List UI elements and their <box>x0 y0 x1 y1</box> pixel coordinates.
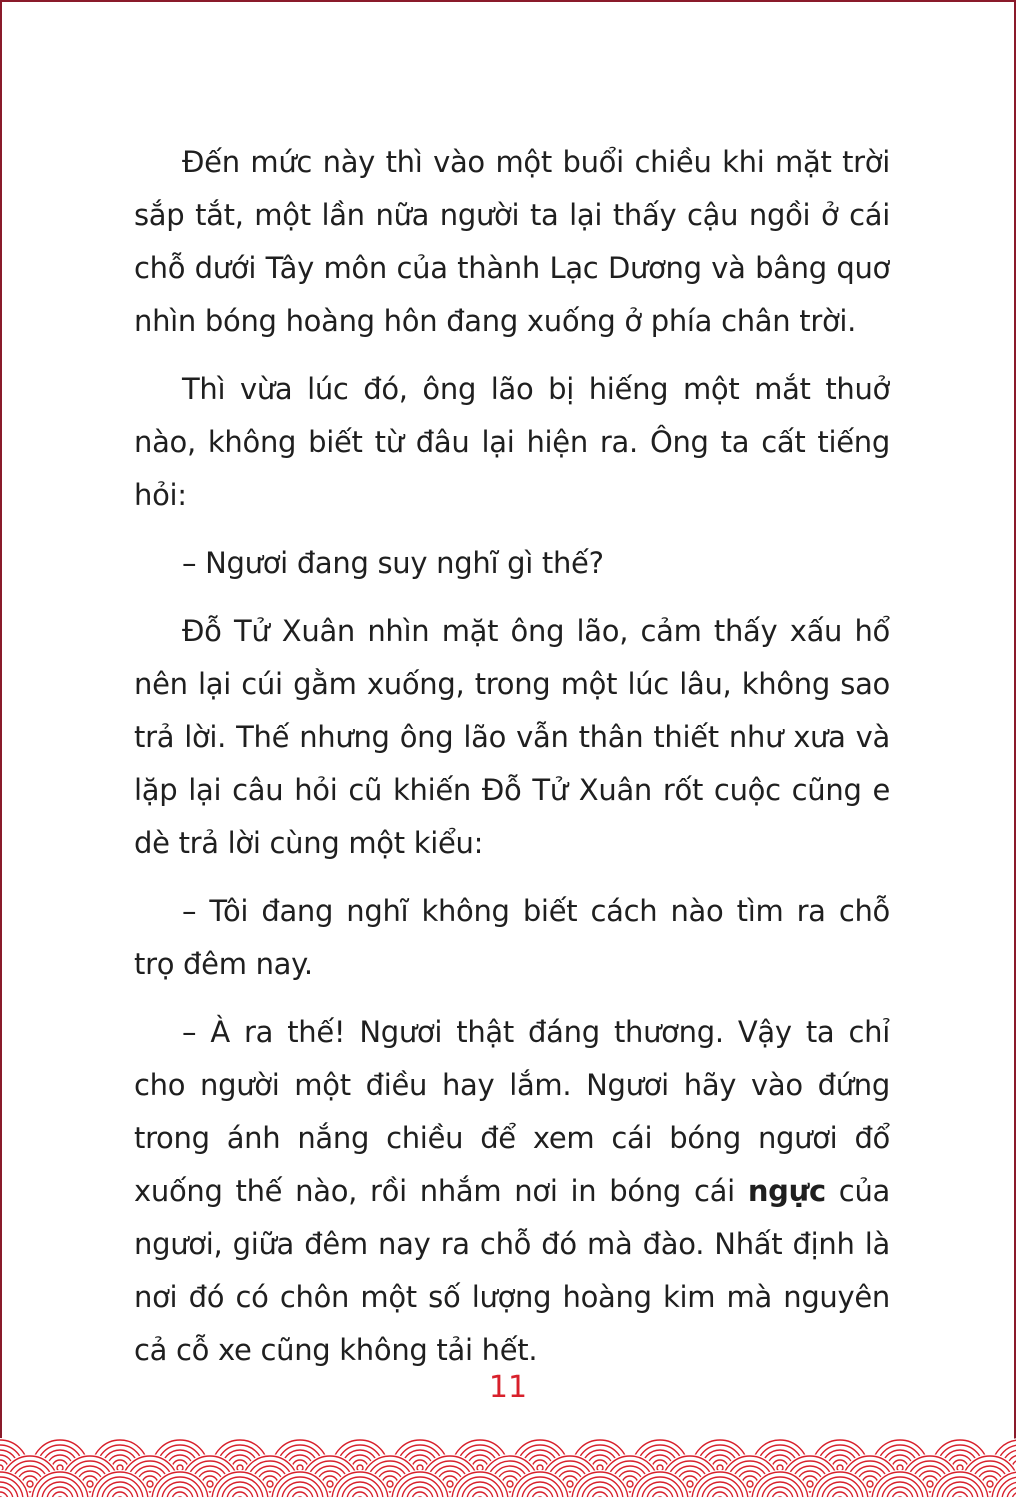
body-text <box>134 136 890 1392</box>
wave-pattern-decoration <box>0 1432 1016 1497</box>
paragraph: Đến mức này thì vào một buổi chiều khi mặt trời sắp tắt, một lần nữa người ta lại thấy cậu ngồi ở cái chỗ dưới Tây môn của thành Lạc Dương và bâng quơ nhìn bóng hoàng hôn đang xuống ở phía chân trời. <box>134 145 890 338</box>
paragraph: Đỗ Tử Xuân nhìn mặt ông lão, cảm thấy xấu hổ nên lại cúi gằm xuống, trong một lúc lâu, không sao trả lời. Thế nhưng ông lão vẫn thân thiết như xưa và lặp lại câu hỏi cũ khiến Đỗ Tử Xuân rốt cuộc cũng e dè trả lời cùng một kiểu: <box>134 614 890 860</box>
paragraph: – Tôi đang nghĩ không biết cách nào tìm ra chỗ trọ đêm nay. <box>134 894 890 981</box>
bold-word: ngực <box>747 1174 826 1208</box>
paragraph-text: của ngươi, giữa đêm nay ra chỗ đó mà đào. Nhất định là nơi đó có chôn một số lượng hoàng kim mà nguyên cả cỗ xe cũng không tải hết. <box>134 1174 890 1367</box>
paragraph: Thì vừa lúc đó, ông lão bị hiếng một mắt thuở nào, không biết từ đâu lại hiện ra. Ông ta cất tiếng hỏi: <box>134 372 890 512</box>
paragraph-text: – À ra thế! Ngươi thật đáng thương. Vậy ta chỉ cho người một điều hay lắm. Ngươi hãy vào đứng trong ánh nắng chiều để xem cái bóng ngươi đổ xuống thế nào, rồi nhắm nơi in bóng cái <box>134 1015 890 1208</box>
paragraph: – Ngươi đang suy nghĩ gì thế? <box>182 546 604 580</box>
page-number: 11 <box>488 1370 528 1405</box>
paragraph <box>134 1006 890 1377</box>
